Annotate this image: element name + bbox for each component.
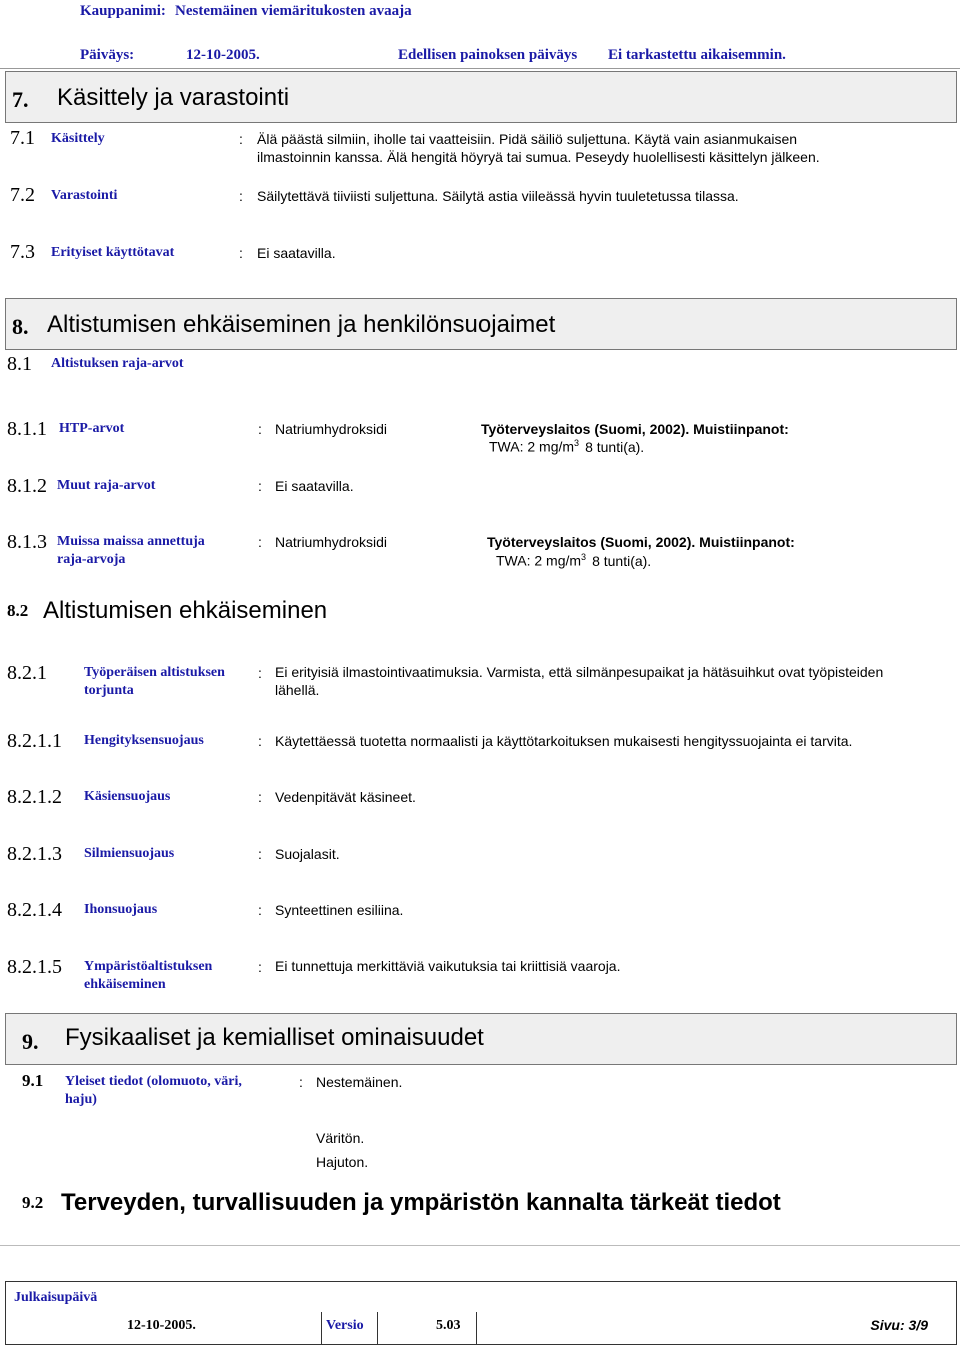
footer-divider-3 (476, 1312, 477, 1344)
item-9-1-number: 9.1 (22, 1071, 44, 1090)
footer-pub-date: 12-10-2005. (127, 1318, 196, 1333)
item-9-1-odor: Hajuton. (316, 1154, 369, 1170)
section-8-title: Altistumisen ehkäiseminen ja henkilönsuojaimet (47, 311, 556, 338)
item-8-2-1-5-text: Ei tunnettuja merkittäviä vaikutuksia tai kriittisiä vaaroja. (275, 958, 621, 974)
item-9-2-title: Terveyden, turvallisuuden ja ympäristön kannalta tärkeät tiedot (61, 1189, 781, 1216)
item-8-1-3-label-1: Muissa maissa annettuja (57, 534, 205, 549)
item-8-2-1-2-text: Vedenpitävät käsineet. (275, 789, 416, 805)
item-7-2-number: 7.2 (10, 184, 35, 206)
item-8-2-1-5-colon: : (258, 959, 262, 975)
section-7-header (5, 71, 957, 123)
footer-divider-1 (321, 1312, 322, 1344)
item-7-1-number: 7.1 (10, 127, 35, 149)
item-8-1-1-label: HTP-arvot (59, 421, 125, 436)
item-8-2-1-4-number: 8.2.1.4 (7, 899, 62, 921)
item-8-1-1-twa-sup: 3 (574, 438, 580, 448)
item-8-2-title: Altistumisen ehkäiseminen (43, 597, 328, 624)
item-8-1-2-label: Muut raja-arvot (57, 478, 156, 493)
item-7-3-colon: : (239, 245, 243, 261)
item-9-1-colon: : (299, 1074, 303, 1090)
item-8-1-3-twa-value: TWA: 2 mg/m (496, 552, 582, 569)
footer-page-number: Sivu: 3/9 (870, 1317, 928, 1333)
item-8-1-3-label-2: raja-arvoja (57, 552, 126, 567)
item-8-2-1-line-1: Ei erityisiä ilmastointivaatimuksia. Varmista, että silmänpesupaikat ja hätäsuihkut ovat työpisteiden (275, 664, 884, 680)
item-7-3-number: 7.3 (10, 241, 35, 263)
section-9-number: 9. (22, 1029, 39, 1054)
section-8-header (5, 298, 957, 350)
item-8-1-3-twa-duration: 8 tunti(a). (592, 552, 652, 569)
item-8-1-3-twa (496, 552, 651, 569)
item-8-1-3-source: Työterveyslaitos (Suomi, 2002). Muistiinpanot: (487, 534, 795, 550)
item-8-1-number: 8.1 (7, 353, 32, 375)
item-8-2-1-3-colon: : (258, 846, 262, 862)
section-7-title: Käsittely ja varastointi (57, 84, 290, 111)
item-8-2-1-1-number: 8.2.1.1 (7, 730, 62, 752)
item-8-2-1-1-colon: : (258, 733, 262, 749)
item-8-2-1-3-number: 8.2.1.3 (7, 843, 62, 865)
section-divider (0, 1245, 960, 1246)
item-7-1-line-2: ilmastoinnin kanssa. Älä hengitä höyryä tai sumua. Peseydy huolellisesti käsittelyn jälkeen. (257, 149, 820, 165)
item-7-1-line-1: Älä päästä silmiin, iholle tai vaatteisiin. Pidä säiliö suljettuna. Käytä vain asianmukaisen (257, 131, 798, 147)
footer-version-value: 5.03 (436, 1318, 461, 1333)
item-8-2-1-4-label: Ihonsuojaus (84, 902, 158, 917)
item-8-1-1-substance: Natriumhydroksidi (275, 421, 388, 437)
item-8-2-1-colon: : (258, 665, 262, 681)
item-8-1-3-colon: : (258, 534, 262, 550)
footer-divider-2 (377, 1312, 378, 1344)
item-9-2-number: 9.2 (22, 1193, 44, 1212)
section-8-number: 8. (12, 314, 29, 339)
item-7-1-label: Käsittely (51, 131, 105, 146)
footer (5, 1281, 957, 1345)
item-8-2-1-2-colon: : (258, 789, 262, 805)
item-8-2-1-1-text: Käytettäessä tuotetta normaalisti ja käyttötarkoituksen mukaisesti hengityssuojainta ei tarvita. (275, 733, 853, 749)
section-7-number: 7. (12, 87, 29, 112)
item-8-1-2-colon: : (258, 478, 262, 494)
item-8-2-1-5-number: 8.2.1.5 (7, 956, 62, 978)
item-8-2-1-1-label: Hengityksensuojaus (84, 733, 204, 748)
product-label: Kauppanimi: (80, 3, 166, 19)
item-8-2-1-number: 8.2.1 (7, 662, 47, 684)
item-7-2-label: Varastointi (51, 188, 118, 203)
item-8-1-1-twa-value: TWA: 2 mg/m (489, 438, 575, 455)
header-divider (0, 68, 960, 69)
item-8-2-1-2-label: Käsiensuojaus (84, 789, 171, 804)
item-8-1-2-text: Ei saatavilla. (275, 478, 354, 494)
section-9-title: Fysikaaliset ja kemialliset ominaisuudet (65, 1024, 484, 1051)
item-8-1-2-number: 8.1.2 (7, 475, 47, 497)
item-7-2-text: Säilytettävä tiiviisti suljettuna. Säilytä astia viileässä hyvin tuuletetussa tilassa. (257, 188, 739, 204)
item-8-2-1-5-label-1: Ympäristöaltistuksen (84, 959, 213, 974)
footer-pub-label: Julkaisupäivä (14, 1290, 98, 1305)
item-9-1-label-1: Yleiset tiedot (olomuoto, väri, (65, 1074, 242, 1089)
item-9-1-color: Väritön. (316, 1130, 365, 1146)
item-8-2-number: 8.2 (7, 601, 29, 620)
item-8-2-1-3-label: Silmiensuojaus (84, 846, 175, 861)
item-8-2-1-label-2: torjunta (84, 683, 134, 698)
item-8-1-1-source: Työterveyslaitos (Suomi, 2002). Muistiinpanot: (481, 421, 789, 437)
item-8-1-label: Altistuksen raja-arvot (51, 356, 184, 371)
item-9-1-label-2: haju) (65, 1092, 97, 1107)
item-8-1-3-substance: Natriumhydroksidi (275, 534, 388, 550)
item-8-1-3-number: 8.1.3 (7, 531, 47, 553)
prev-edition-label: Edellisen painoksen päiväys (398, 47, 578, 63)
item-8-1-1-twa (489, 438, 644, 455)
item-8-1-1-colon: : (258, 421, 262, 437)
item-8-2-1-3-text: Suojalasit. (275, 846, 340, 862)
item-9-1-state: Nestemäinen. (316, 1074, 403, 1090)
prev-edition-value: Ei tarkastettu aikaisemmin. (608, 47, 786, 63)
item-7-1-colon: : (239, 131, 243, 147)
item-8-1-1-number: 8.1.1 (7, 418, 47, 440)
date-value: 12-10-2005. (186, 47, 260, 63)
item-8-2-1-5-label-2: ehkäiseminen (84, 977, 166, 992)
item-7-3-text: Ei saatavilla. (257, 245, 336, 261)
item-8-1-3-twa-sup: 3 (581, 552, 587, 562)
product-name: Nestemäinen viemäritukosten avaaja (175, 3, 412, 19)
section-9-header (5, 1013, 957, 1065)
item-8-2-1-4-colon: : (258, 902, 262, 918)
item-8-2-1-line-2: lähellä. (275, 682, 320, 698)
item-7-3-label: Erityiset käyttötavat (51, 245, 175, 260)
item-7-2-colon: : (239, 188, 243, 204)
footer-version-label: Versio (326, 1318, 364, 1333)
item-8-2-1-label-1: Työperäisen altistuksen (84, 665, 225, 680)
item-8-1-1-twa-duration: 8 tunti(a). (585, 438, 645, 455)
item-8-2-1-2-number: 8.2.1.2 (7, 786, 62, 808)
date-label: Päiväys: (80, 47, 135, 63)
item-8-2-1-4-text: Synteettinen esiliina. (275, 902, 404, 918)
